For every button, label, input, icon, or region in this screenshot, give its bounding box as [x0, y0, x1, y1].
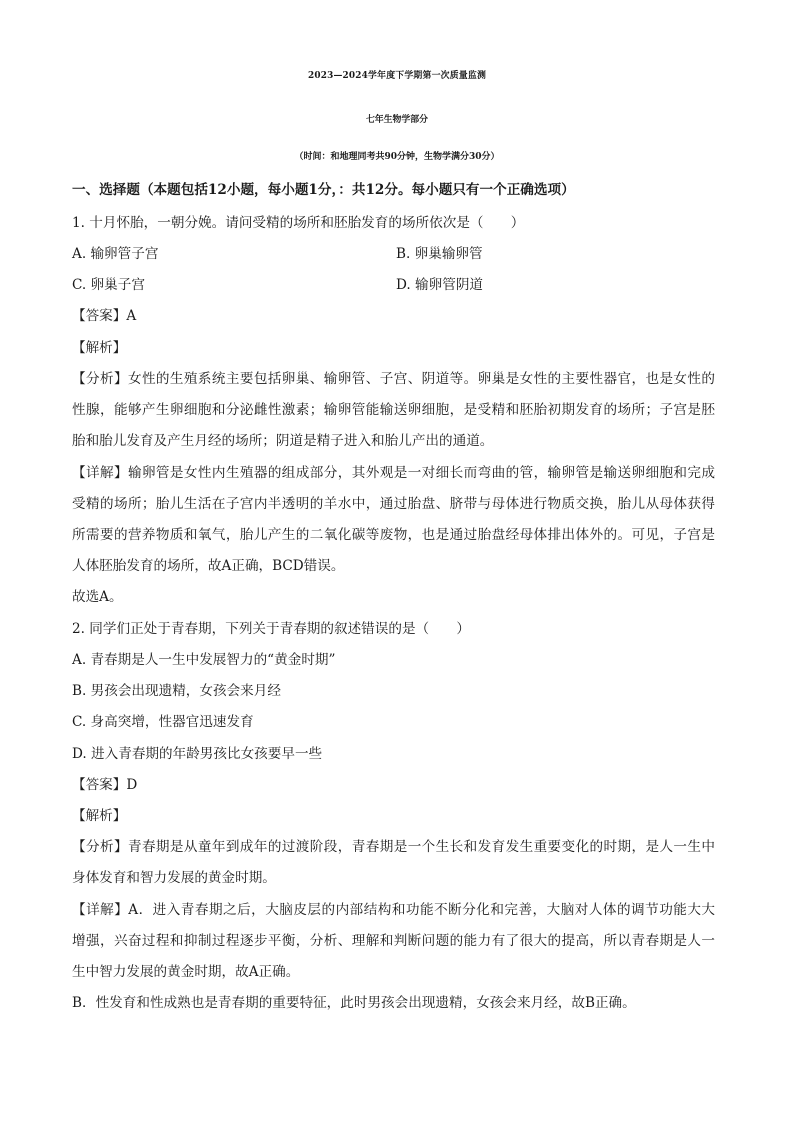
q1-option-a: A. 输卵管子宫: [72, 246, 159, 262]
q1-fenxi-line-3: 胎和胎儿发育及产生月经的场所；阴道是精子进入和胎儿产出的通道。: [72, 433, 494, 449]
section-heading: 一、选择题（本题包括12小题，每小题1分，：共12分。每小题只有一个正确选项）: [72, 182, 575, 198]
q2-answer: [72, 776, 137, 794]
q2-fenxi-line-2: 身体发育和智力发展的黄金时期。: [72, 870, 276, 886]
answer-tag: 【答案】: [72, 308, 127, 324]
xiangjie-tag: 【详解】: [72, 902, 129, 918]
q2-option-a: A. 青春期是人一生中发展智力的“黄金时期”: [72, 652, 336, 668]
q1-xiangjie-line-3: 所需要的营养物质和氧气，胎儿产生的二氧化碳等废物，也是通过胎盘经母体排出体外的。可见，子宫是: [72, 527, 715, 543]
q2-option-b-explanation: B．性发育和性成熟也是青春期的重要特征，此时男孩会出现遗精，女孩会来月经，故B正确。: [72, 995, 636, 1011]
document-title: 2023—2024学年度下学期第一次质量监测: [307, 71, 487, 81]
q1-xiangjie-line-1: [72, 464, 715, 482]
answer-value: D: [126, 777, 138, 793]
xiangjie-tag: 【详解】: [72, 465, 128, 481]
fenxi-text: 女性的生殖系统主要包括卵巢、输卵管、子宫、阴道等。卵巢是女性的主要性器官，也是女性的: [127, 371, 716, 387]
q1-option-b: B. 卵巢输卵管: [396, 246, 483, 262]
q2-fenxi-line-1: [72, 838, 715, 856]
exam-note: （时间：和地理同考共90分钟，生物学满分30分）: [294, 152, 500, 162]
answer-value: A: [126, 308, 137, 324]
q2-option-d: D. 进入青春期的年龄男孩比女孩要早一些: [72, 746, 323, 762]
q2-option-c: C. 身高突增，性器官迅速发育: [72, 714, 254, 730]
q1-fenxi-line-2: 性腺，能够产生卵细胞和分泌雌性激素；输卵管能输送卵细胞，是受精和胚胎初期发育的场所；子宫是胚: [72, 402, 715, 418]
q1-analysis-tag: 【解析】: [72, 340, 127, 356]
document-subtitle: 七年生物学部分: [365, 115, 429, 125]
xiangjie-text: 输卵管是女性内生殖器的组成部分，其外观是一对细长而弯曲的管，输卵管是输送卵细胞和完成: [127, 465, 716, 481]
xiangjie-text: A．进入青春期之后，大脑皮层的内部结构和功能不断分化和完善，大脑对人体的调节功能大大: [128, 902, 716, 918]
q2-xiangjie-line-1: [72, 901, 715, 919]
q1-xiangjie-line-2: 受精的场所；胎儿生活在子宫内半透明的羊水中，通过胎盘、脐带与母体进行物质交换，胎儿从母体获得: [72, 496, 715, 512]
q1-conclusion: 故选A。: [72, 589, 123, 605]
q2-xiangjie-line-3: 生中智力发展的黄金时期，故A正确。: [72, 964, 300, 980]
q1-option-d: D. 输卵管阴道: [396, 277, 484, 293]
fenxi-text: 青春期是从童年到成年的过渡阶段，青春期是一个生长和发育发生重要变化的时期，是人一生中: [127, 839, 716, 855]
q1-xiangjie-line-4: 人体胚胎发育的场所，故A正确，BCD错误。: [72, 558, 345, 574]
q2-stem: 2. 同学们正处于青春期，下列关于青春期的叙述错误的是（ ）: [72, 621, 470, 637]
q1-stem: 1. 十月怀胎，一朝分娩。请问受精的场所和胚胎发育的场所依次是（ ）: [72, 215, 525, 231]
q2-xiangjie-line-2: 增强，兴奋过程和抑制过程逐步平衡，分析、理解和判断问题的能力有了很大的提高，所以青春期是人一: [72, 933, 715, 949]
answer-tag: 【答案】: [72, 777, 127, 793]
q2-analysis-tag: 【解析】: [72, 808, 127, 824]
q1-option-c: C. 卵巢子宫: [72, 277, 145, 293]
q1-answer: [72, 307, 136, 325]
fenxi-tag: 【分析】: [72, 371, 128, 387]
q1-fenxi-line-1: [72, 370, 715, 388]
q2-option-b: B. 男孩会出现遗精，女孩会来月经: [72, 683, 281, 699]
fenxi-tag: 【分析】: [72, 839, 128, 855]
